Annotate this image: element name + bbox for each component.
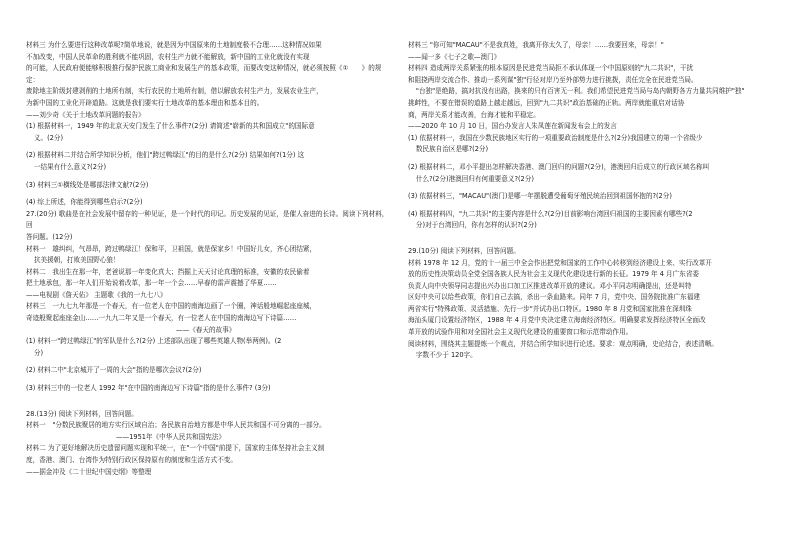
text-line: 和阻挠两岸交流合作、推动一系列谋"独"行径对岸乃至外部势力进行挑拨，责任完全在民进党当局。 (408, 75, 698, 84)
question-line: 什么?(2分)港澳回归有何重要意义?(2分) (415, 174, 534, 183)
text-line: "台独"是绝路，搞对抗没有出路，换来的只有百害无一利。我们希望民进党当局与岛内朝野各方力量共同维护"独" (415, 87, 745, 96)
question-line: (2) 根据材料二并结合所学知识分析，他们"跨过鸭绿江"的目的是什么?(2分) 结果如何?(1分) 这 (26, 151, 305, 160)
question-line: (3) 材料三中的一位老人 1992 年"在中国的南海边写下诗篇"指的是什么事件? (3分) (26, 384, 271, 393)
text-line: 不加改变，中国人民革命的胜利就不能巩固，农村生产力就不能解放，新中国的工业化就没有实现 (26, 52, 310, 61)
question-line: (4) 综上所述，你能得到哪些启示?(2分) (26, 198, 143, 207)
text-line: 革开放的试验作用和对全国社会主义现代化建设的重要窗口和示范带动作用。 (408, 328, 633, 337)
spacer (26, 395, 394, 409)
text-line: 材料二 我出生在那一年，老爸说那一年变化真大；挡掘上天天讨论真理的标准，安徽的农民偷着 (26, 267, 310, 276)
text-line: 抗美援朝，打败美国野心狼！ (33, 256, 120, 265)
text-line: 的可能，人民政府便能够积极推行保护民族工商业和发展生产的基本政策，而要改变这种情况，就必须按照《① 》的规定： (26, 64, 382, 84)
question-line: 义。(2分) (33, 133, 64, 142)
text-line: 把土地承包，那一年人们开始说着改革，那一年一个会……早春的雷声震撼了华夏…… (26, 279, 277, 288)
text-line: 材料一 雄纠纠，气昂昂，跨过鸭绿江！保和平，卫祖国，就是保家乡！中国好儿女，齐心团结紧， (26, 244, 317, 253)
source-line: ——刘少奇《关于土地改革问题的报告》 (26, 110, 145, 119)
question-line: (1) 依据材料一，我国在少数民族地区实行的一项重要政治制度是什么?(2分)我国建立的第一个省级少 (408, 133, 703, 142)
question-line: (3) 材料三①横线处是哪部法律文献?(2分) (26, 180, 149, 189)
question-heading: 27.(20分) 歌曲是在社会发展中留存的一种见证，是一个时代的印记。历史发展的见证，是催人奋进的长诗。阅读下列材料，回 (26, 209, 389, 230)
question-line: 一结果有什么意义?(2分) (33, 162, 107, 171)
text-line: 两省实行"特殊政策、灵活措施、先行一步"并试办出口特区。1980 年 8 月党和国家批准在深圳珠 (408, 304, 692, 313)
source-line: ——闻一多《七子之歌—澳门》 (408, 52, 501, 61)
question-line: 分) (33, 348, 44, 357)
question-line: 答问题。(12分) (26, 232, 73, 241)
question-line: (2) 根据材料二，邓小平提出怎样解决香港、澳门回归的问题?(2分)，港澳回归后成立的行政区域名称叫 (408, 162, 710, 171)
text-line: 奇迹般聚起座座金山……一九九二年又是一个春天，有一位老人在中国的南海边写下诗篇…… (26, 314, 297, 323)
question-line: 阅读材料，围绕其主题提炼一个观点，并结合所学知识进行论述。要求：观点明确，史论结合，表述清晰。 (408, 339, 718, 348)
text-line: 负责人向中央领导同志提出兴办出口加工区推进改革开放的建议。邓小平同志明确提出，还是叫特 (408, 281, 692, 290)
text-line: 材料四 造成两岸关系紧张的根本原因是民进党当局拒不承认体现一个中国原则的"九二共识"，干扰 (408, 64, 694, 73)
text-line: 放的历史性决策动员全党全国各族人民为社会主义现代化建设进行新的长征。1979 年 4 月广东省委 (408, 270, 700, 279)
text-line: 度，香港、澳门、台湾作为特别行政区保持原有的制度和生活方式不变。 (26, 456, 237, 464)
text-line: 材料 1978 年 12 月，党的十一届三中全会作出把党和国家的工作中心转移到经济建设上来、实行改革开 (408, 258, 712, 267)
question-line: 字数不少于 120字。 (415, 351, 477, 360)
source-line: ——1951年《中华人民共和国宪法》 (116, 432, 226, 441)
source-line: ——《春天的故事》 (176, 325, 236, 334)
question-heading: 29.(10分) 阅读下列材料，回答问题。 (408, 246, 520, 255)
right-column (408, 40, 776, 362)
question-heading: 28.(13分) 阅读下列材料，回答问题。 (26, 409, 138, 418)
text-line: 海汕头厦门设置经济特区，1988 年 4 月党中央决定建立海南经济特区。明确要求发挥经济特区全面改 (408, 316, 706, 325)
text-line: 废除地主阶级封建剥削的土地所有制，实行农民的土地所有制，借以解放农村生产力，发展农业生产， (26, 87, 323, 96)
text-line: 商，两岸关系才能改善，台海才能和平稳定。 (408, 110, 540, 119)
text-line: 材料二 为了更好地解决历史遗留问题实现和平统一，在"一个中国"前提下，国家的主体坚持社会主义制 (26, 444, 325, 453)
source-line: ——2020 年 10 月 10 日，国台办发言人朱凤莲在新闻发布会上的发言 (408, 122, 617, 131)
text-line: 材料三 为什么要进行这种改革呢?简单地说，就是因为中国原来的土地制度极不合理……这种情况如果 (26, 41, 322, 49)
spacer (408, 232, 776, 246)
text-line: 区好中央可以给些政策，你们自己去搞，杀出一条血路来。同年 7 月，党中央、国务院批准广东福建 (408, 293, 700, 302)
left-column (26, 40, 394, 478)
text-line: 材料三 一九七九年那是一个春天，有一位老人在中国的南海边画了一个圈，神话般地崛起座座城， (26, 302, 317, 311)
question-line: (2) 材料二中"北京城开了一周的大会"指的是哪次会议?(2分) (26, 366, 202, 375)
source-line: ——据金冲及《二十世纪中国史纲》等整理 (26, 467, 152, 476)
text-line: 材料三 "你可知"MACAU"不是我真姓，我离开你太久了，母亲！……我要回来，母亲！" (408, 41, 664, 49)
text-line: 材料一 "分数民族聚居的地方实行区域自治；各民族自治地方都是中华人民共和国不可分离的一部分。 (26, 421, 326, 430)
question-line: 数民族自治区是哪?(2分) (415, 145, 489, 154)
question-line: (3) 依据材料三，"MACAU"(澳门)是哪一年摆脱遭受葡萄牙殖民统治回到祖国怀抱的?(2分) (408, 192, 672, 201)
source-line: ——电视剧《詹天佑》 主题歌《我的一九七八》 (26, 290, 167, 299)
question-line: (1) 根据材料一，1949 年的北京天安门发生了什么事件?(2分) 请简述"崭新的共和国成立"的国际意 (26, 122, 315, 131)
question-line: (4) 根据材料四，"九二共识"的主要内容是什么?(2分)目前影响台湾回归祖国的主要因素有哪些?(2 (408, 209, 693, 218)
question-line: 分)对于台湾回归，你有怎样的认识?(2分) (415, 221, 537, 230)
text-line: 为新中国的工业化开辟道路。这就是我们要实行土地改革的基本理由和基本目的。 (26, 98, 264, 107)
text-line: 挑衅性，不要在错误的道路上越走越远，回到"九二共识"政治基础的正轨。两岸就能重启对话协 (408, 98, 685, 107)
question-line: (1) 材料一"跨过鸭绿江"的军队是什么?(2分) 上述部队出现了哪些英雄人物(举两例)。(2 (26, 337, 282, 346)
